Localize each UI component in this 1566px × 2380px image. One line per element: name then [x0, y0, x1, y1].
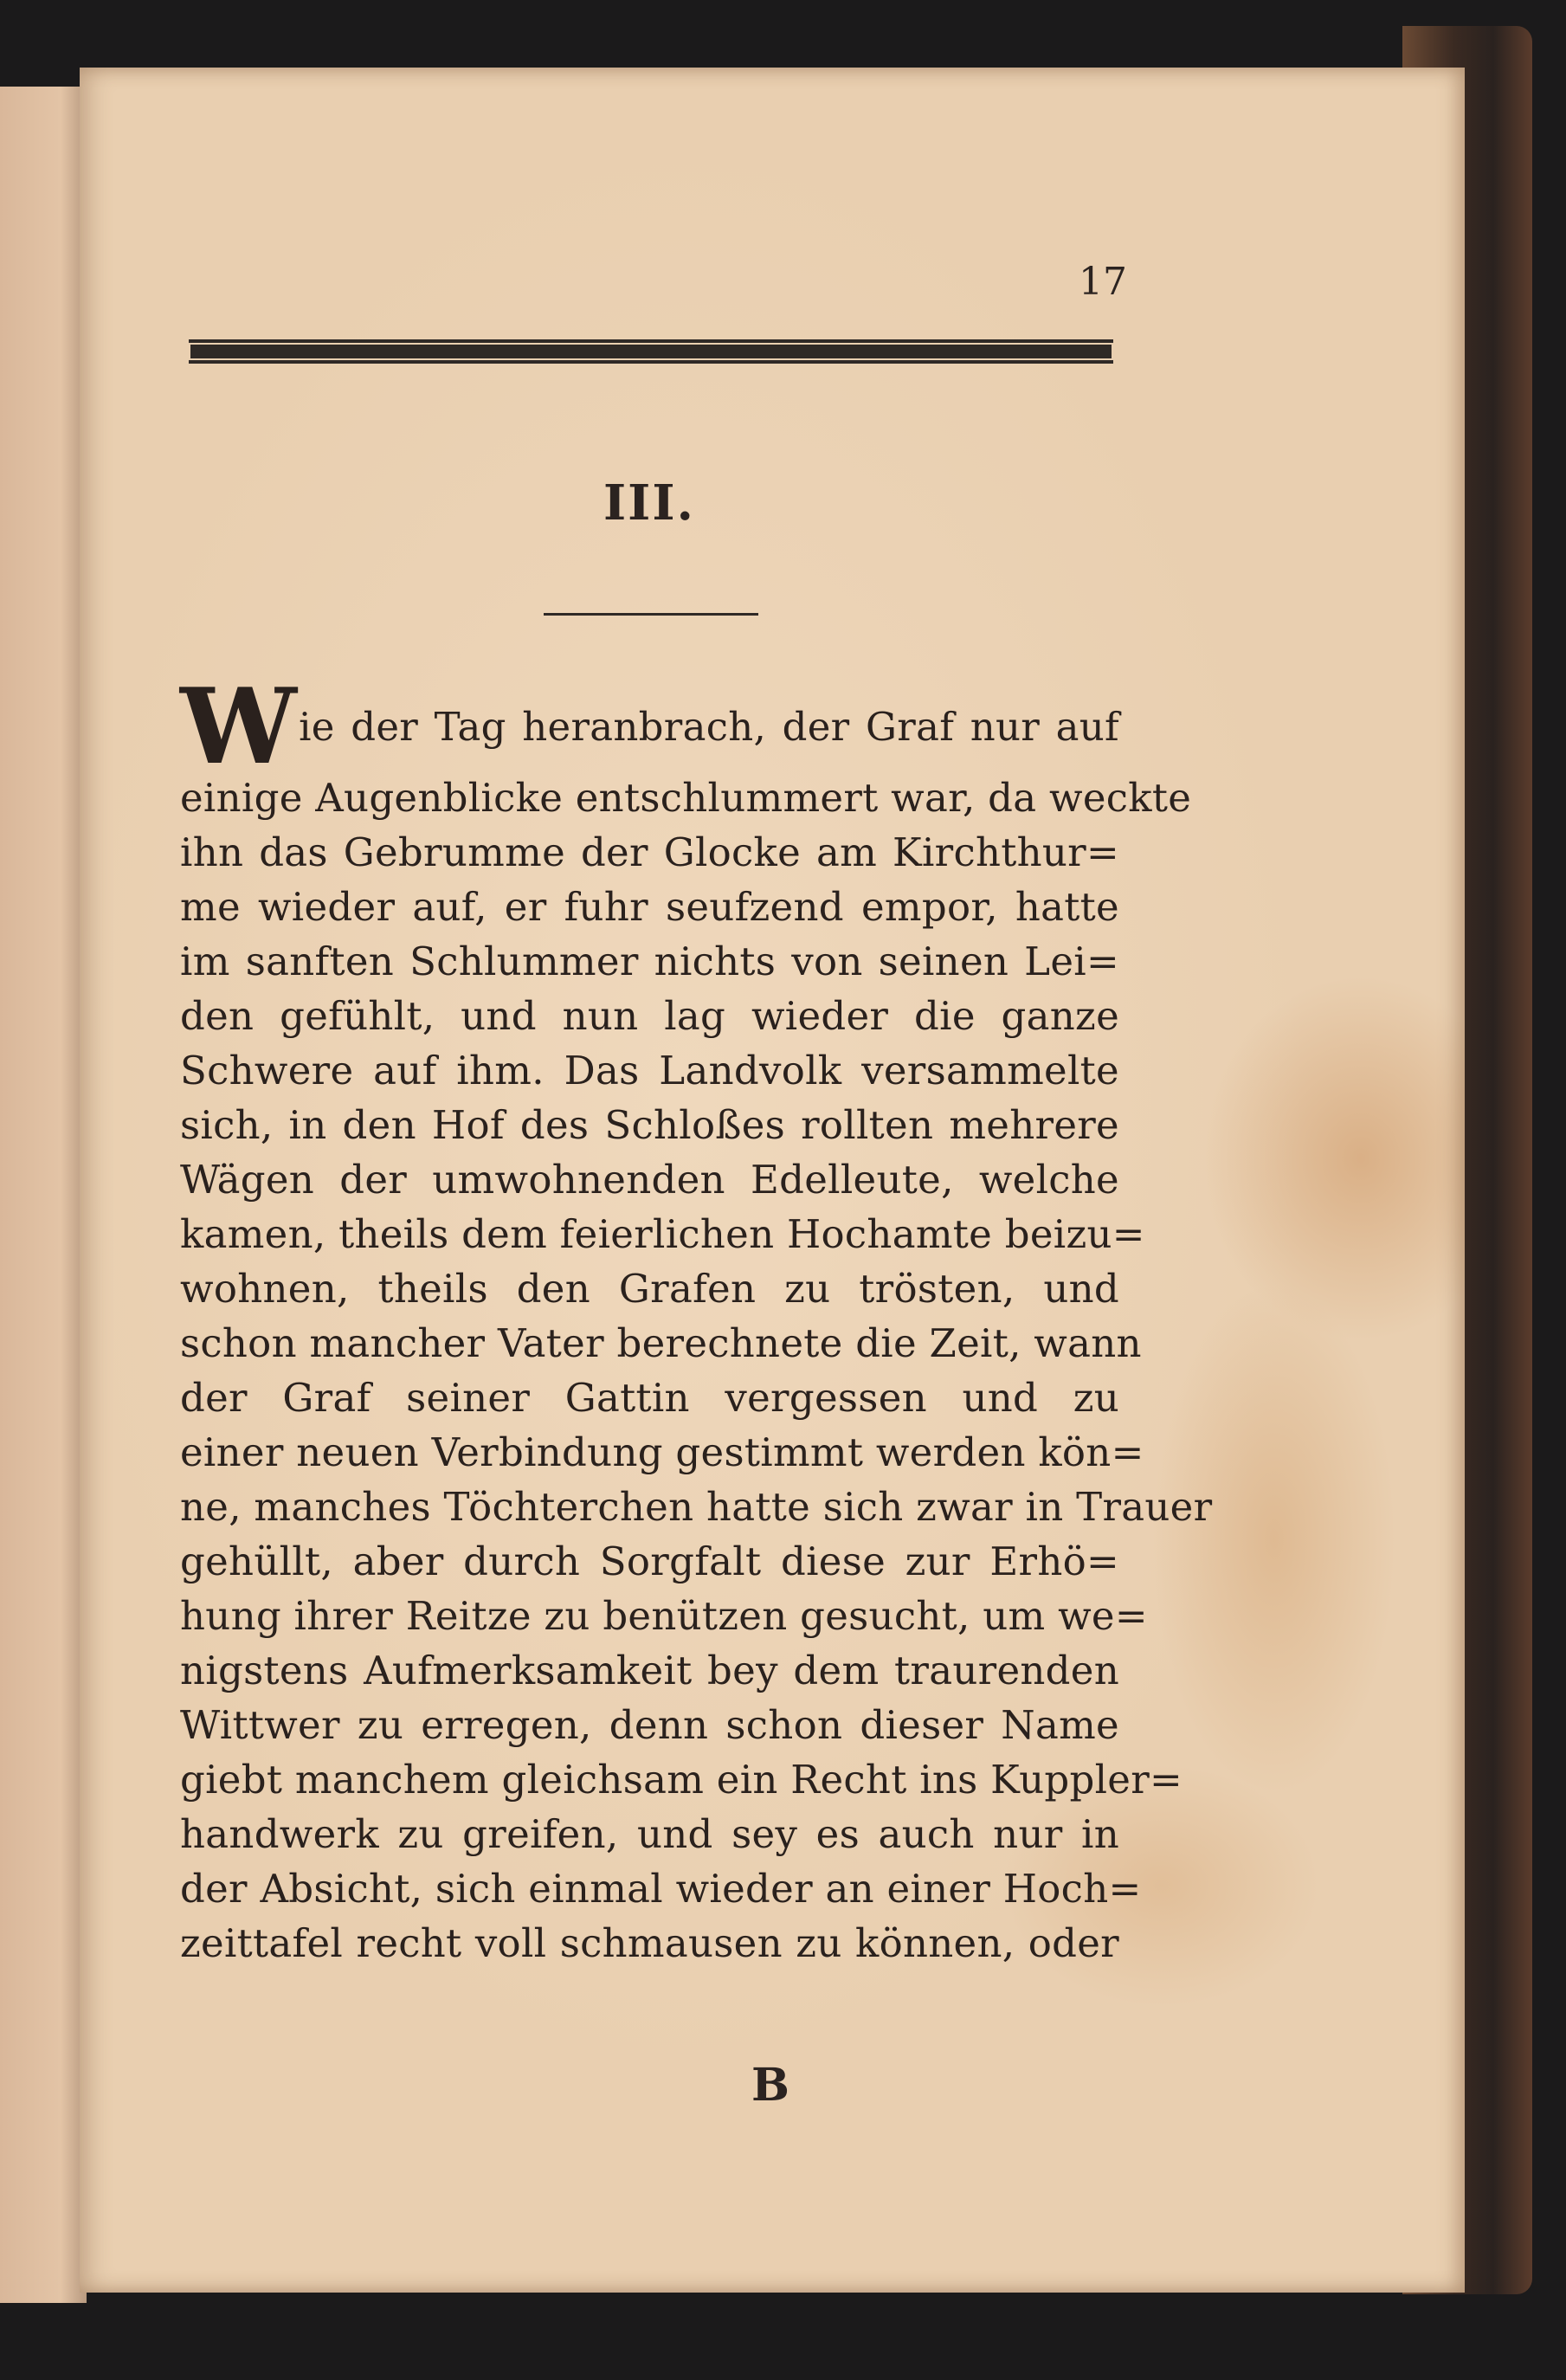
text-line: gehüllt, aber durch Sorgfalt diese zur Erhö= — [180, 1538, 1119, 1584]
body-text — [180, 666, 1213, 1970]
text-line: me wieder auf, er fuhr seufzend empor, hatte — [180, 884, 1119, 930]
text-line: kamen, theils dem feierlichen Hochamte beizu= — [180, 1211, 1145, 1257]
text-line: nigstens Aufmerksamkeit bey dem traurenden — [180, 1648, 1119, 1693]
text-line: den gefühlt, und nun lag wieder die ganze — [180, 993, 1119, 1039]
text-line: der Graf seiner Gattin vergessen und zu — [180, 1375, 1119, 1421]
first-line-text: ie der Tag heranbrach, der Graf nur auf — [299, 704, 1119, 750]
text-line: zeittafel recht voll schmausen zu können, oder — [180, 1920, 1119, 1966]
text-line: hung ihrer Reitze zu benützen gesucht, um we= — [180, 1593, 1148, 1639]
header-rule — [189, 339, 1113, 364]
left-page-edge — [0, 87, 87, 2303]
text-line: ihn das Gebrumme der Glocke am Kirchthur= — [180, 829, 1119, 875]
text-line: einer neuen Verbindung gestimmt werden kön= — [180, 1429, 1144, 1475]
text-line — [180, 666, 1119, 788]
text-line: einige Augenblicke entschlummert war, da weckte — [180, 775, 1192, 821]
text-line: der Absicht, sich einmal wieder an einer Hoch= — [180, 1866, 1142, 1912]
text-line: ne, manches Töchterchen hatte sich zwar in Trauer — [180, 1484, 1213, 1530]
text-line: im sanften Schlummer nichts von seinen Lei= — [180, 938, 1119, 984]
text-line: wohnen, theils den Grafen zu trösten, und — [180, 1266, 1119, 1312]
heading-divider — [544, 613, 758, 616]
drop-cap: W — [180, 666, 298, 788]
text-line: Wägen der umwohnenden Edelleute, welche — [180, 1157, 1119, 1203]
text-line: giebt manchem gleichsam ein Recht ins Kuppler= — [180, 1757, 1183, 1803]
text-line: Schwere auf ihm. Das Landvolk versammelte — [180, 1048, 1119, 1093]
page-number: 17 — [1079, 260, 1127, 304]
text-line: sich, in den Hof des Schloßes rollten mehrere — [180, 1102, 1119, 1148]
signature-mark: B — [751, 2059, 789, 2112]
text-line: handwerk zu greifen, und sey es auch nur in — [180, 1811, 1119, 1857]
text-line: Wittwer zu erregen, denn schon dieser Name — [180, 1702, 1119, 1748]
chapter-heading: III. — [603, 474, 696, 532]
text-line: schon mancher Vater berechnete die Zeit, wann — [180, 1320, 1142, 1366]
